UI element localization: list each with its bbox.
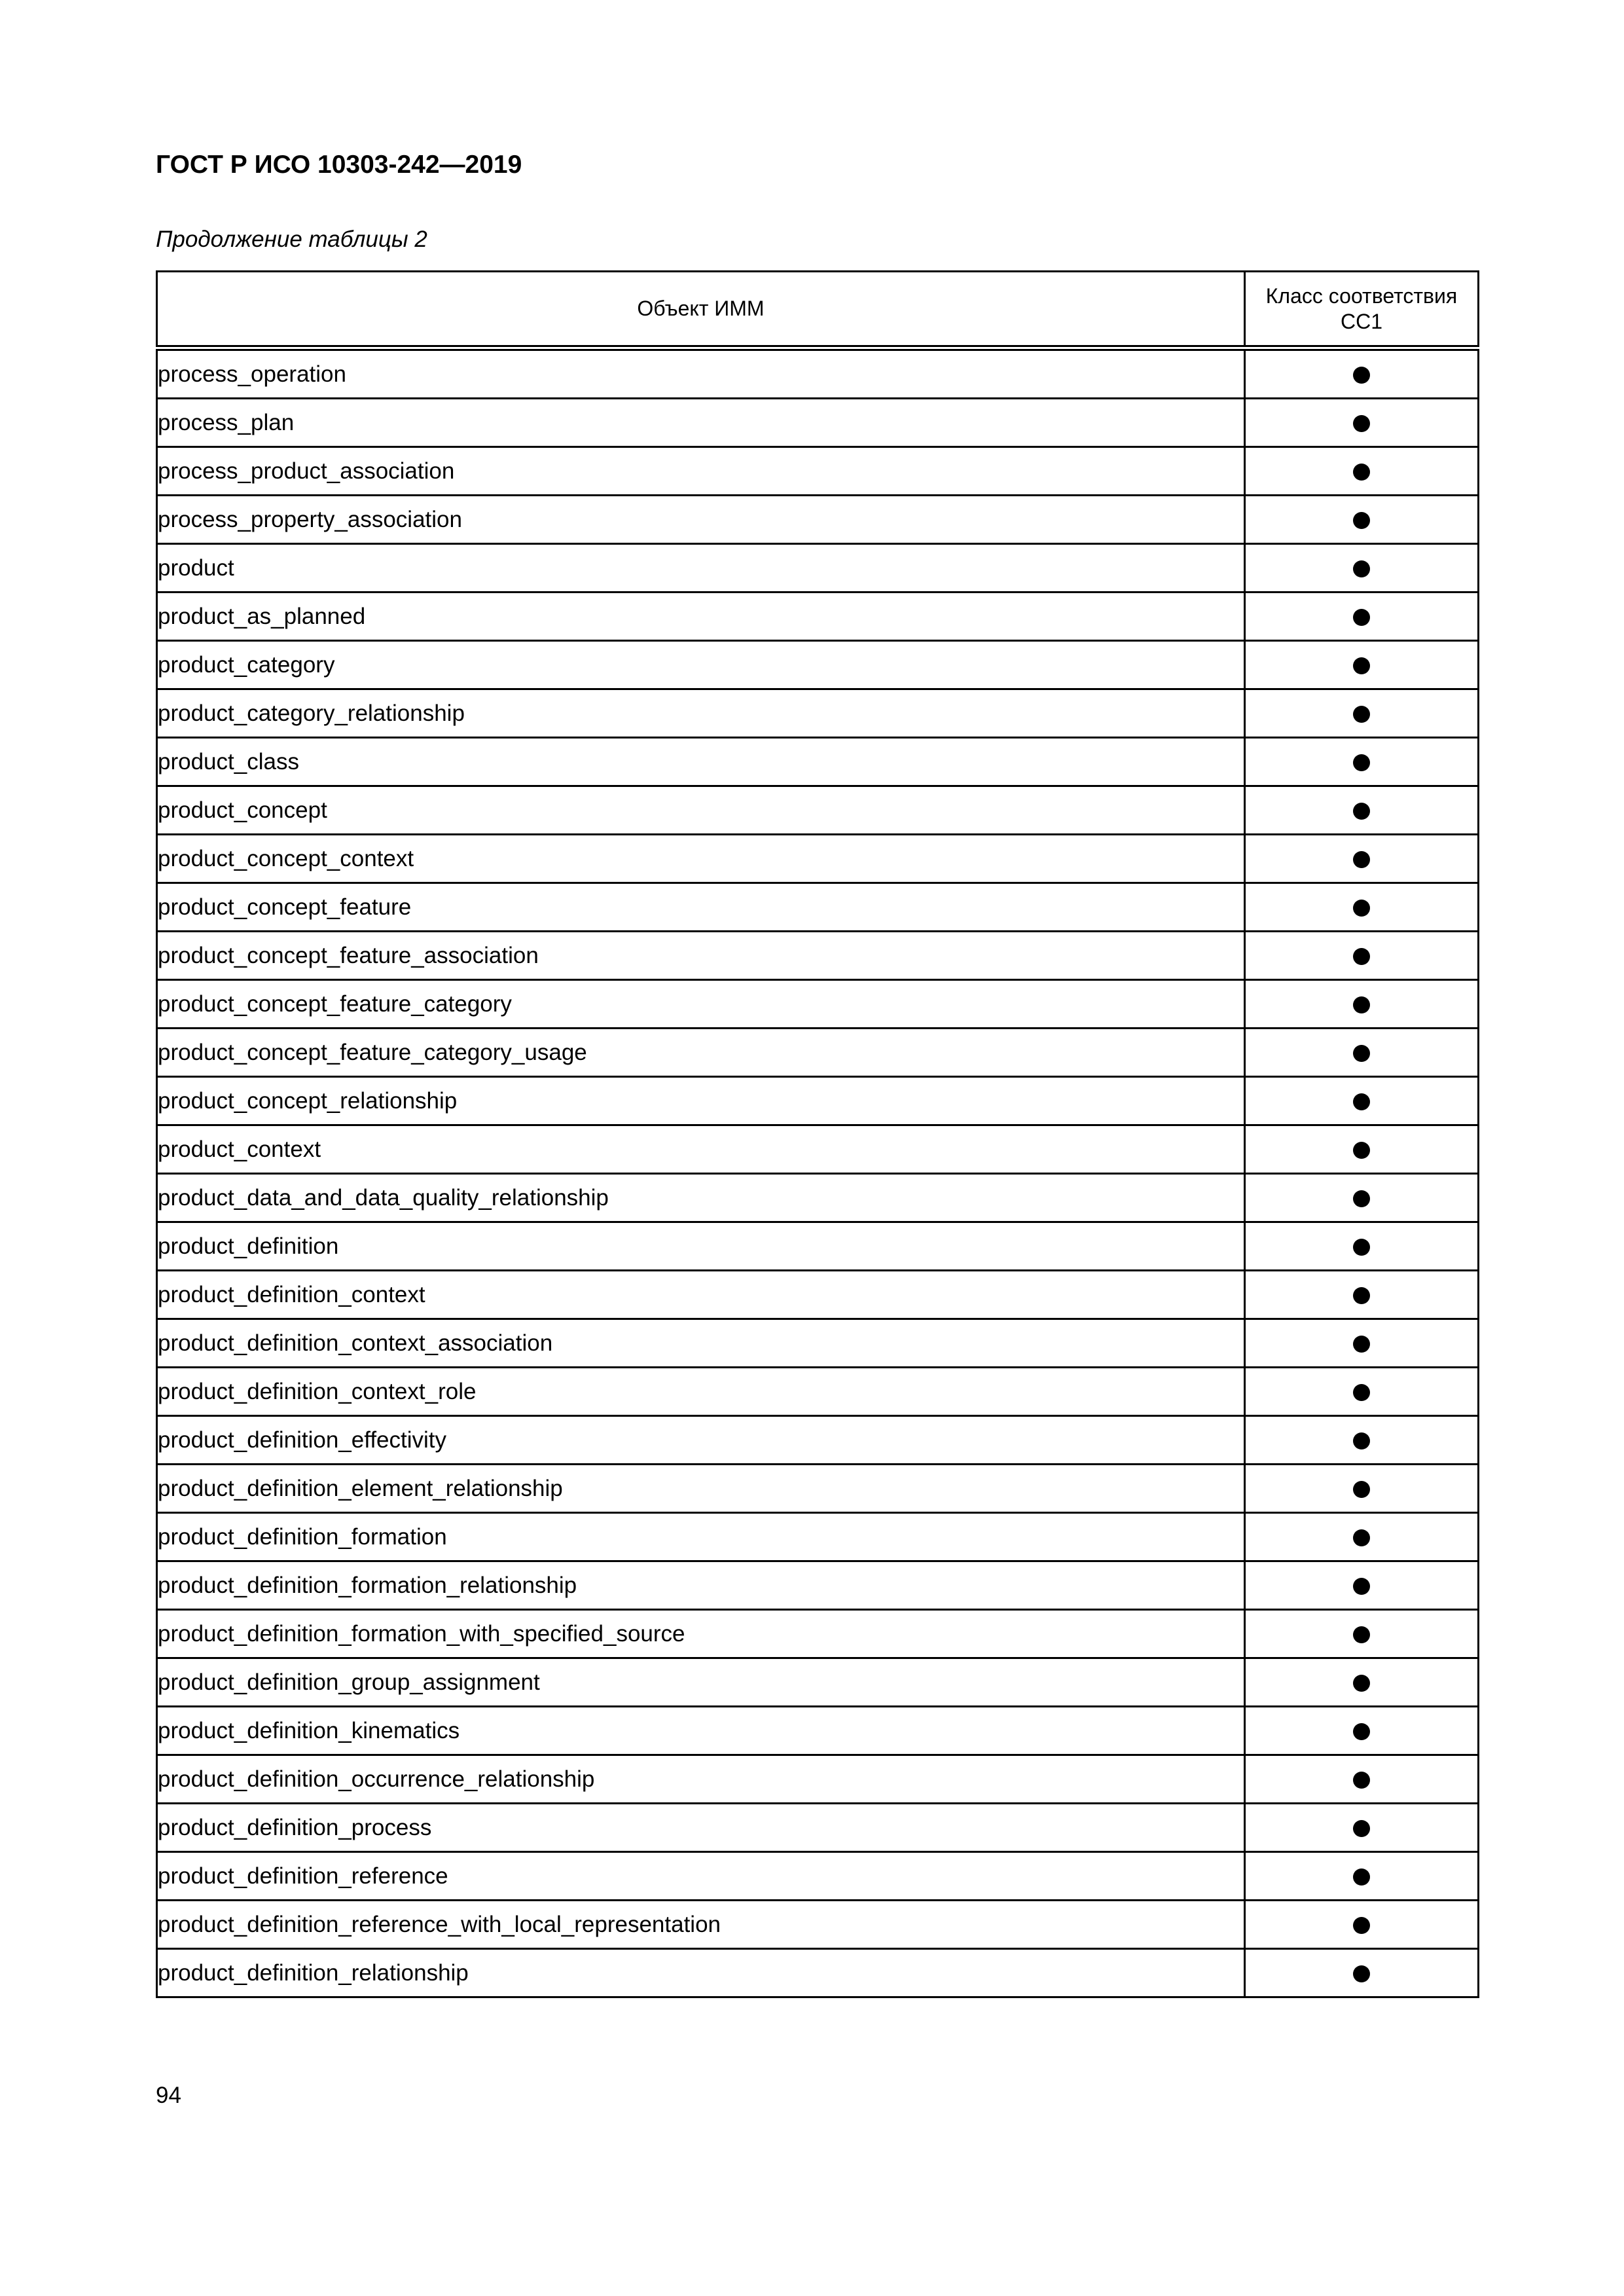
filled-circle-icon xyxy=(1353,996,1370,1013)
filled-circle-icon xyxy=(1353,948,1370,965)
object-name-cell: product_concept_relationship xyxy=(157,1077,1245,1125)
conformance-mark-cell xyxy=(1245,1416,1479,1465)
table-row xyxy=(157,1658,1479,1707)
conformance-mark-cell xyxy=(1245,1755,1479,1804)
object-name-cell: product_definition_kinematics xyxy=(157,1707,1245,1755)
filled-circle-icon xyxy=(1353,512,1370,529)
table-row xyxy=(157,1222,1479,1271)
filled-circle-icon xyxy=(1353,1917,1370,1934)
table-row xyxy=(157,689,1479,738)
filled-circle-icon xyxy=(1353,706,1370,723)
filled-circle-icon xyxy=(1353,1772,1370,1789)
object-name-cell: product_concept_feature xyxy=(157,883,1245,932)
table-row xyxy=(157,592,1479,641)
table-row xyxy=(157,1949,1479,1997)
filled-circle-icon xyxy=(1353,1868,1370,1886)
table-row xyxy=(157,835,1479,883)
table-row xyxy=(157,641,1479,689)
object-name-cell: product_context xyxy=(157,1125,1245,1174)
object-name-cell: product_as_planned xyxy=(157,592,1245,641)
conformance-mark-cell xyxy=(1245,1222,1479,1271)
filled-circle-icon xyxy=(1353,1529,1370,1546)
object-name-cell: product_definition_reference_with_local_representation xyxy=(157,1901,1245,1949)
object-name-cell: product_definition_relationship xyxy=(157,1949,1245,1997)
table-row xyxy=(157,1416,1479,1465)
table-row xyxy=(157,1077,1479,1125)
object-name-cell: product_data_and_data_quality_relationship xyxy=(157,1174,1245,1222)
conformance-mark-cell xyxy=(1245,1949,1479,1997)
conformance-mark-cell xyxy=(1245,1319,1479,1368)
filled-circle-icon xyxy=(1353,1481,1370,1498)
table-row xyxy=(157,980,1479,1029)
table-row xyxy=(157,1755,1479,1804)
object-name-cell: product_definition_formation xyxy=(157,1513,1245,1561)
filled-circle-icon xyxy=(1353,1287,1370,1304)
page-number: 94 xyxy=(156,2083,181,2108)
object-name-cell: product_definition_context_role xyxy=(157,1368,1245,1416)
table-row xyxy=(157,348,1479,399)
conformance-mark-cell xyxy=(1245,1852,1479,1901)
table-row xyxy=(157,1368,1479,1416)
filled-circle-icon xyxy=(1353,560,1370,577)
conformance-mark-cell xyxy=(1245,1610,1479,1658)
conformance-mark-cell xyxy=(1245,786,1479,835)
filled-circle-icon xyxy=(1353,1239,1370,1256)
object-name-cell: product_definition xyxy=(157,1222,1245,1271)
object-name-cell: product_concept_feature_association xyxy=(157,932,1245,980)
conformance-mark-cell xyxy=(1245,1077,1479,1125)
table-row xyxy=(157,883,1479,932)
table-row xyxy=(157,1852,1479,1901)
conformance-table xyxy=(156,270,1479,1998)
filled-circle-icon xyxy=(1353,803,1370,820)
conformance-mark-cell xyxy=(1245,1901,1479,1949)
filled-circle-icon xyxy=(1353,415,1370,432)
conformance-mark-cell xyxy=(1245,592,1479,641)
conformance-mark-cell xyxy=(1245,348,1479,399)
table-row xyxy=(157,932,1479,980)
conformance-mark-cell xyxy=(1245,399,1479,447)
object-name-cell: product_concept_context xyxy=(157,835,1245,883)
conformance-mark-cell xyxy=(1245,641,1479,689)
table-row xyxy=(157,1174,1479,1222)
object-name-cell: process_operation xyxy=(157,348,1245,399)
object-name-cell: product_definition_formation_with_specified_source xyxy=(157,1610,1245,1658)
table-row xyxy=(157,1513,1479,1561)
conformance-mark-cell xyxy=(1245,689,1479,738)
object-name-cell: product_definition_reference xyxy=(157,1852,1245,1901)
table-row xyxy=(157,496,1479,544)
filled-circle-icon xyxy=(1353,1190,1370,1207)
filled-circle-icon xyxy=(1353,1336,1370,1353)
object-name-cell: process_product_association xyxy=(157,447,1245,496)
table-header-row xyxy=(157,272,1479,348)
filled-circle-icon xyxy=(1353,1626,1370,1643)
conformance-mark-cell xyxy=(1245,1658,1479,1707)
conformance-mark-cell xyxy=(1245,980,1479,1029)
object-name-cell: product xyxy=(157,544,1245,592)
conformance-mark-cell xyxy=(1245,1465,1479,1513)
table-row xyxy=(157,1125,1479,1174)
conformance-mark-cell xyxy=(1245,447,1479,496)
filled-circle-icon xyxy=(1353,657,1370,674)
conformance-mark-cell xyxy=(1245,1707,1479,1755)
object-name-cell: product_definition_effectivity xyxy=(157,1416,1245,1465)
object-name-cell: product_class xyxy=(157,738,1245,786)
filled-circle-icon xyxy=(1353,609,1370,626)
filled-circle-icon xyxy=(1353,1723,1370,1740)
object-name-cell: product_definition_context_association xyxy=(157,1319,1245,1368)
conformance-mark-cell xyxy=(1245,1174,1479,1222)
object-name-cell: product_definition_formation_relationship xyxy=(157,1561,1245,1610)
table-row xyxy=(157,738,1479,786)
table-row xyxy=(157,1901,1479,1949)
object-name-cell: product_category xyxy=(157,641,1245,689)
object-name-cell: product_definition_process xyxy=(157,1804,1245,1852)
object-name-cell: product_definition_group_assignment xyxy=(157,1658,1245,1707)
filled-circle-icon xyxy=(1353,754,1370,771)
object-name-cell: product_definition_context xyxy=(157,1271,1245,1319)
filled-circle-icon xyxy=(1353,1675,1370,1692)
table-row xyxy=(157,1029,1479,1077)
conformance-mark-cell xyxy=(1245,1029,1479,1077)
object-name-cell: process_property_association xyxy=(157,496,1245,544)
object-name-cell: process_plan xyxy=(157,399,1245,447)
conformance-mark-cell xyxy=(1245,1513,1479,1561)
object-name-cell: product_category_relationship xyxy=(157,689,1245,738)
object-name-cell: product_concept xyxy=(157,786,1245,835)
filled-circle-icon xyxy=(1353,1384,1370,1401)
table-caption: Продолжение таблицы 2 xyxy=(156,227,427,252)
table-row xyxy=(157,1707,1479,1755)
object-name-cell: product_concept_feature_category xyxy=(157,980,1245,1029)
conformance-mark-cell xyxy=(1245,1368,1479,1416)
filled-circle-icon xyxy=(1353,1093,1370,1110)
filled-circle-icon xyxy=(1353,1432,1370,1449)
object-name-cell: product_definition_occurrence_relationship xyxy=(157,1755,1245,1804)
filled-circle-icon xyxy=(1353,1820,1370,1837)
object-name-cell: product_concept_feature_category_usage xyxy=(157,1029,1245,1077)
filled-circle-icon xyxy=(1353,367,1370,384)
column-header-conformance-class xyxy=(1245,272,1479,348)
filled-circle-icon xyxy=(1353,1578,1370,1595)
conformance-mark-cell xyxy=(1245,932,1479,980)
conformance-mark-cell xyxy=(1245,496,1479,544)
conformance-mark-cell xyxy=(1245,1125,1479,1174)
table-row xyxy=(157,399,1479,447)
filled-circle-icon xyxy=(1353,1142,1370,1159)
filled-circle-icon xyxy=(1353,900,1370,917)
filled-circle-icon xyxy=(1353,1045,1370,1062)
table-row xyxy=(157,1465,1479,1513)
table-row xyxy=(157,786,1479,835)
table-row xyxy=(157,1271,1479,1319)
column-header-conformance-class-line1: Класс соответствия xyxy=(1265,284,1458,308)
filled-circle-icon xyxy=(1353,1965,1370,1982)
column-header-conformance-class-line2: CC1 xyxy=(1340,309,1382,333)
object-name-cell: product_definition_element_relationship xyxy=(157,1465,1245,1513)
document-title: ГОСТ Р ИСО 10303-242—2019 xyxy=(156,151,522,179)
conformance-mark-cell xyxy=(1245,1561,1479,1610)
table-row xyxy=(157,1319,1479,1368)
conformance-mark-cell xyxy=(1245,883,1479,932)
table-row xyxy=(157,1804,1479,1852)
filled-circle-icon xyxy=(1353,464,1370,481)
table-row xyxy=(157,544,1479,592)
table-row xyxy=(157,447,1479,496)
column-header-object: Объект ИММ xyxy=(157,272,1245,348)
filled-circle-icon xyxy=(1353,851,1370,868)
conformance-mark-cell xyxy=(1245,544,1479,592)
conformance-mark-cell xyxy=(1245,1804,1479,1852)
conformance-mark-cell xyxy=(1245,835,1479,883)
conformance-mark-cell xyxy=(1245,1271,1479,1319)
conformance-mark-cell xyxy=(1245,738,1479,786)
table-row xyxy=(157,1561,1479,1610)
table-row xyxy=(157,1610,1479,1658)
